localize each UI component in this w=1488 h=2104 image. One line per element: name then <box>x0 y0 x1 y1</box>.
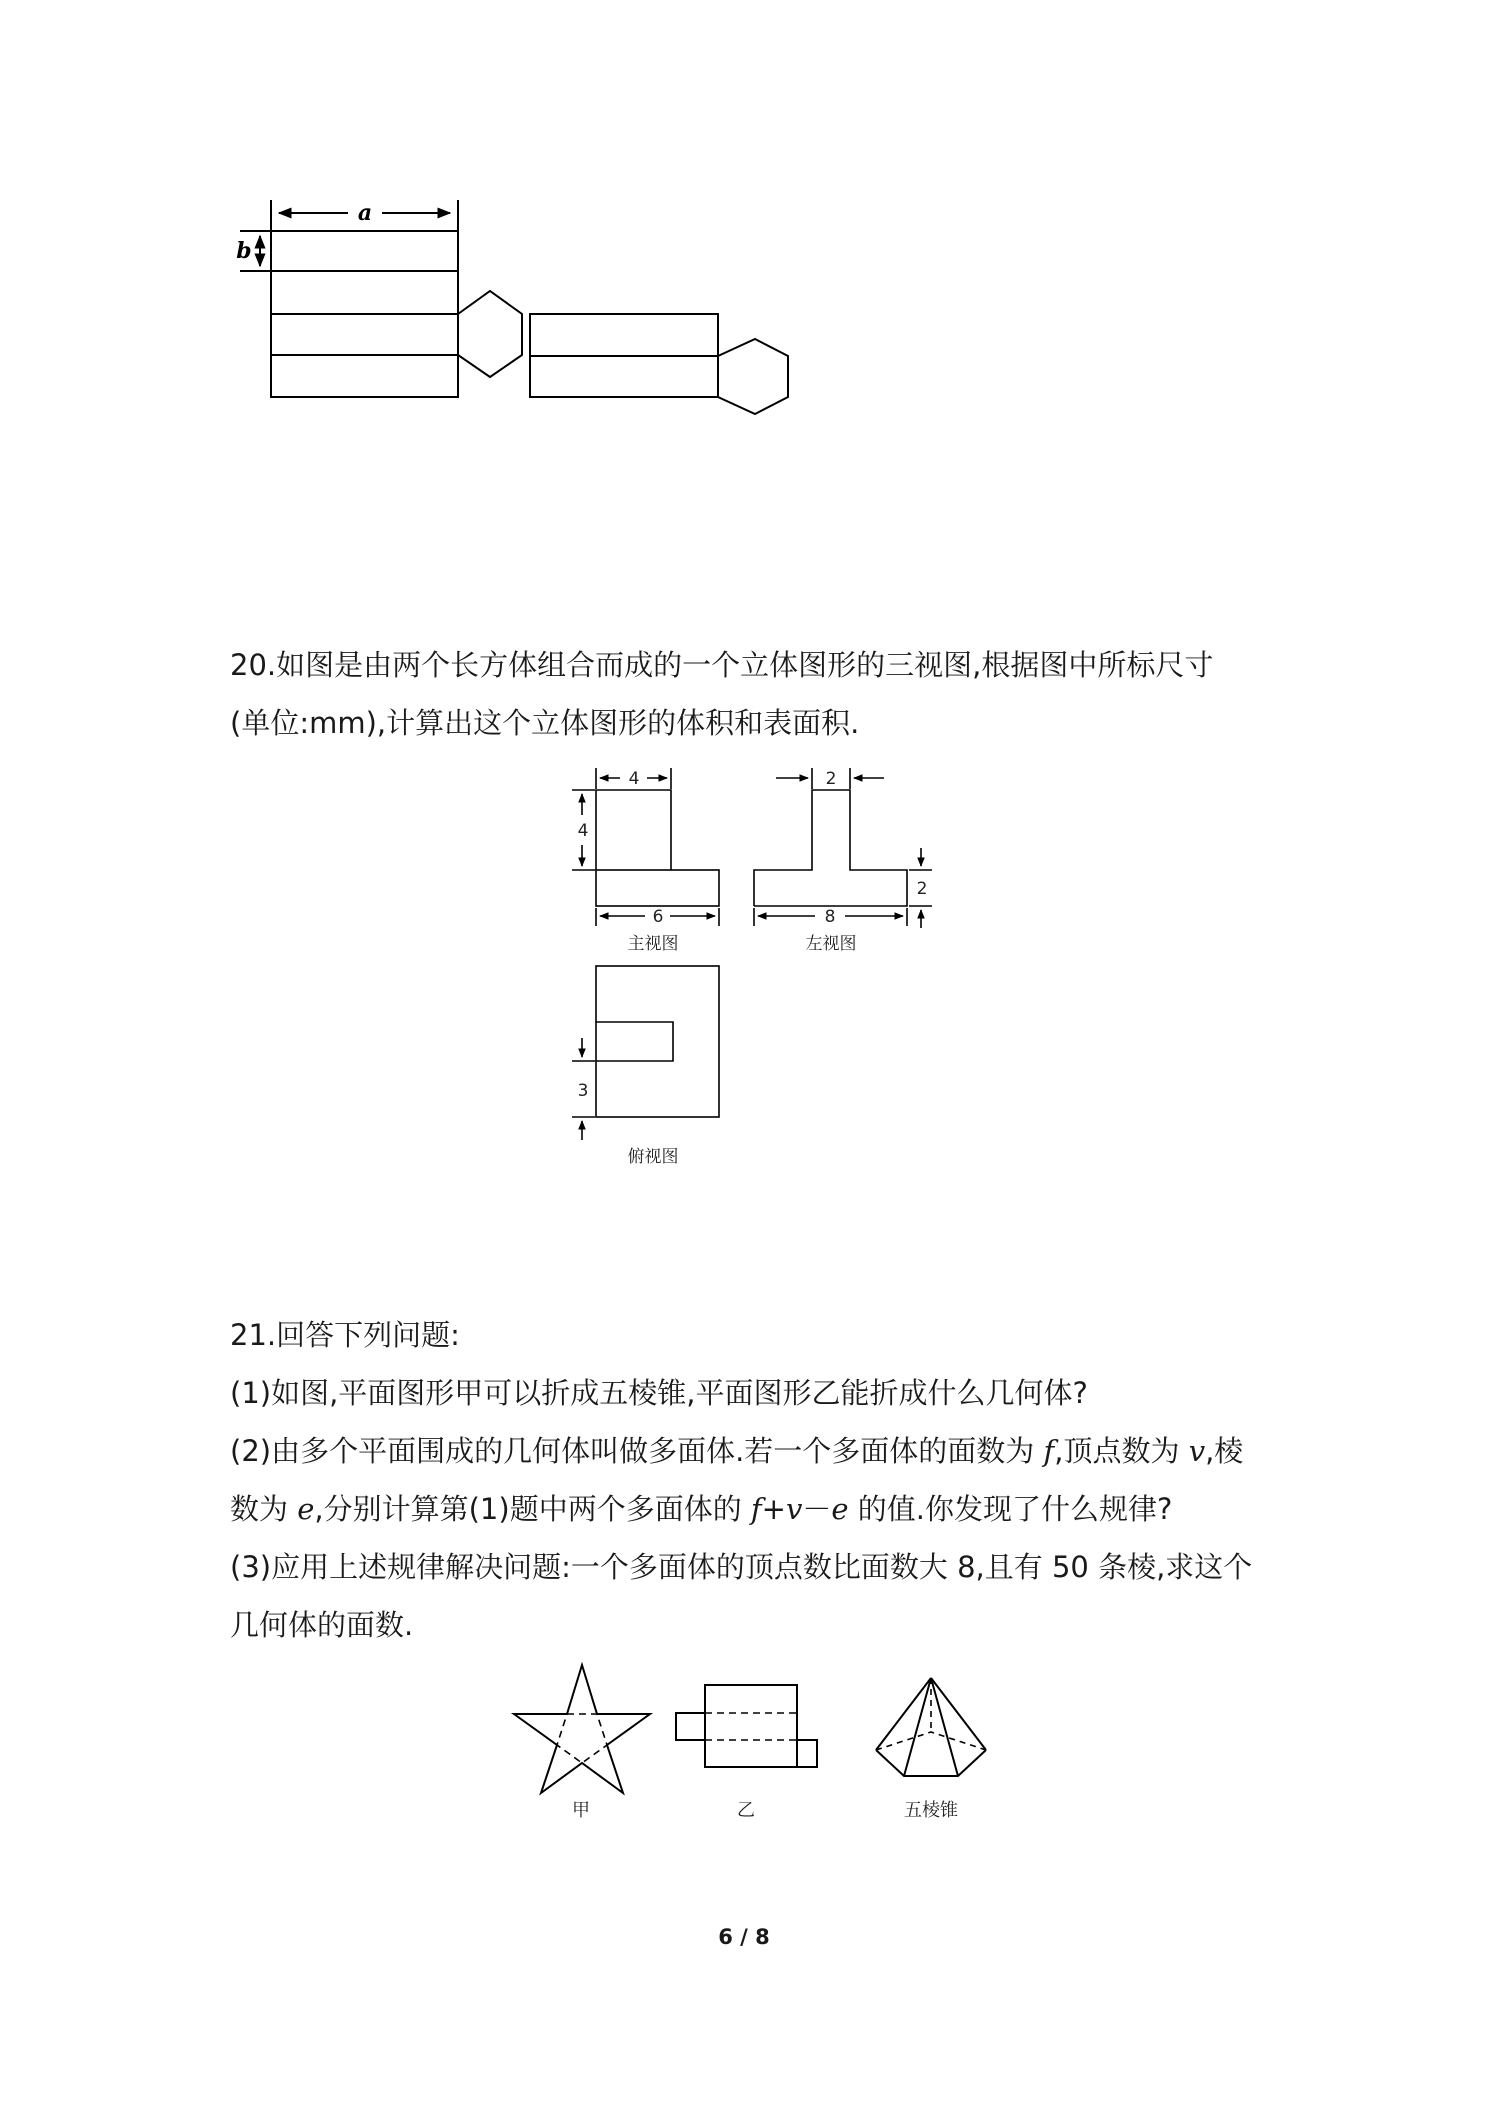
question-21-part-2-line-1: (2)由多个平面围成的几何体叫做多面体.若一个多面体的面数为 f,顶点数为 v,棱 <box>230 1434 1244 1468</box>
caption-jia: 甲 <box>572 1800 590 1821</box>
caption-pentagonal-pyramid: 五棱锥 <box>904 1800 958 1821</box>
question-21-heading: 21.回答下列问题: <box>230 1318 460 1352</box>
top-view-dim-left: 3 <box>577 1081 589 1101</box>
question-21-part-2-line-2: 数为 e,分别计算第(1)题中两个多面体的 f+v－e 的值.你发现了什么规律? <box>230 1492 1173 1526</box>
dimension-label-a: a <box>357 200 373 226</box>
question-20-line-1: 20.如图是由两个长方体组合而成的一个立体图形的三视图,根据图中所标尺寸 <box>230 648 1214 682</box>
page-number: 6 / 8 <box>718 1925 770 1949</box>
left-view-dim-bottom: 8 <box>824 907 836 927</box>
left-view-dim-top: 2 <box>825 769 837 789</box>
caption-yi: 乙 <box>737 1800 755 1821</box>
dimension-label-b: b <box>236 238 252 264</box>
question-21-part-3-line-2: 几何体的面数. <box>230 1608 414 1642</box>
front-view-dim-top: 4 <box>628 769 640 789</box>
front-view-dim-bottom: 6 <box>652 907 664 927</box>
top-view-caption: 俯视图 <box>627 1147 679 1167</box>
front-view-dim-left: 4 <box>577 821 589 841</box>
left-view-caption: 左视图 <box>805 934 857 954</box>
question-20-line-2: (单位:mm),计算出这个立体图形的体积和表面积. <box>230 706 860 740</box>
star-net-jia <box>514 1665 650 1793</box>
left-view-dim-right: 2 <box>916 879 928 899</box>
question-21-part-1: (1)如图,平面图形甲可以折成五棱锥,平面图形乙能折成什么几何体? <box>230 1376 1088 1410</box>
front-view-caption: 主视图 <box>627 934 679 954</box>
question-21-part-3-line-1: (3)应用上述规律解决问题:一个多面体的顶点数比面数大 8,且有 50 条棱,求这个 <box>230 1550 1253 1584</box>
